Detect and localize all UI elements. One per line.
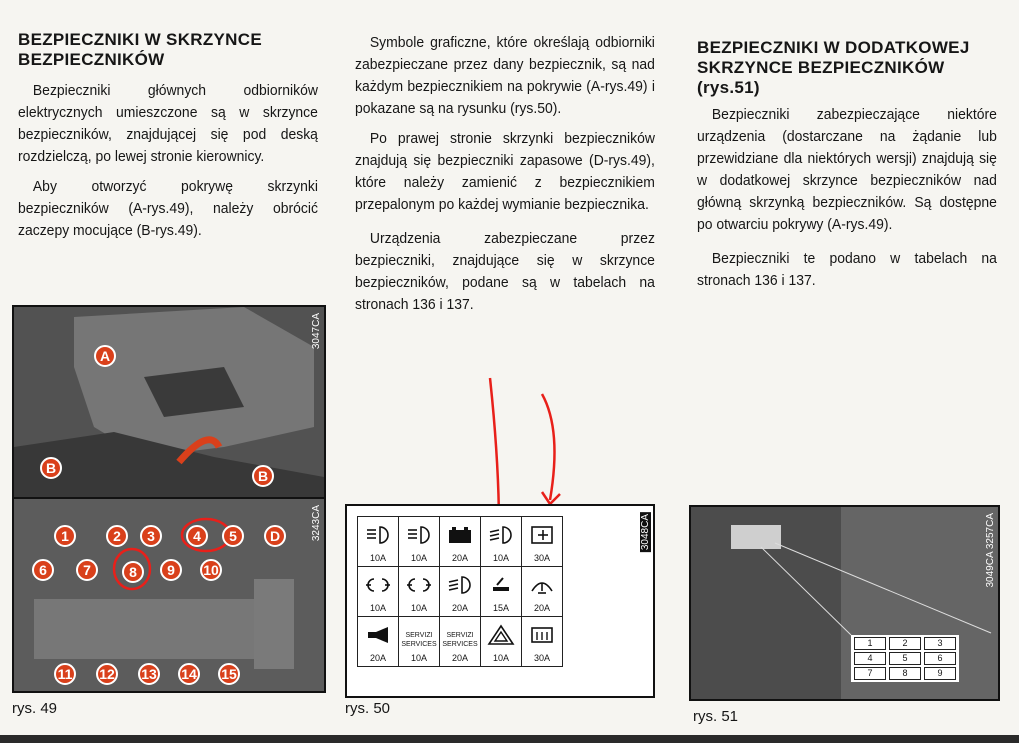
heading-main-fuse-box: BEZPIECZNIKI W SKRZYNCE BEZPIECZNIKÓW [18,30,262,69]
marker-1: 1 [54,525,76,547]
marker-14: 14 [178,663,200,685]
fuse-grid-row [854,652,956,665]
figure-rys-50 [345,504,655,698]
marker-2: 2 [106,525,128,547]
column-2 [355,0,655,316]
side-lights-icon [358,573,398,599]
fuse-grid-row [854,667,956,680]
fuse-cell [522,567,563,617]
paragraph-tables: Urządzenia zabezpieczane przez bezpieczniki, znajdujące się w skrzynce bezpieczników, podane są w tabelach na stronach 136 i 137. [355,230,655,313]
marker-d: D [264,525,286,547]
fuse-grid-cell: 3 [924,637,956,650]
rear-defrost-icon [522,623,562,649]
marker-b-right: B [252,465,274,487]
figure-rys-49-bottom [12,497,326,693]
caption-rys-51: rys. 51 [693,708,739,725]
fuse-grid-cell: 7 [854,667,886,680]
fuse-cell [399,567,440,617]
fuse-amperage: 30A [533,653,550,663]
car-battery-icon [440,523,480,549]
hazard-icon [481,623,521,649]
marker-15: 15 [218,663,240,685]
horn-icon [358,623,398,649]
paragraph-symbols: Symbole graficzne, które określają odbiorniki zabezpieczane przez dany bezpiecznik, są nad każdym bezpiecznikiem na pokrywie (A-rys.49) i pokazane są na rysunku (rys.50). [355,34,655,117]
caption-rys-49: rys. 49 [12,700,58,717]
fuse-amperage: 10A [492,653,509,663]
fuse-grid-cell: 8 [889,667,921,680]
fuse-amperage: 10A [410,603,427,613]
additional-fuse-grid [851,635,959,682]
figure-code: 3243CA [311,505,322,542]
side-lights-icon [399,573,439,599]
marker-11: 11 [54,663,76,685]
fuse-grid-cell: 4 [854,652,886,665]
fuse-amperage: 20A [533,603,550,613]
washer-icon [522,573,562,599]
column-1 [18,0,318,242]
fuse-cell [399,617,440,667]
low-beam-icon [440,573,480,599]
fuse-cell [522,617,563,667]
high-beam-icon [399,523,439,549]
figure-code: 3047CA [311,313,322,350]
fuse-amperage: 20A [451,603,468,613]
fuse-table-row [358,517,563,567]
caption-rys-50: rys. 50 [345,700,391,717]
fuse-table-row [358,617,563,667]
fuse-table-row [358,567,563,617]
fuse-cell [440,517,481,567]
fuse-cell [399,517,440,567]
paragraph-main-fuses: Bezpieczniki głównych odbiorników elektrycznych umieszczone są w skrzynce bezpieczników, znajdującej się pod deską rozdzielczą, po lewej stronie kierownicy. [18,82,318,165]
fuse-amperage: 10A [369,553,386,563]
fuse-amperage: 10A [369,603,386,613]
low-beam-icon [481,523,521,549]
fuse-amperage: 30A [533,553,550,563]
services-label: SERVIZI SERVICES [442,632,478,648]
lighter-icon [481,573,521,599]
figure-code: 3048CA [640,514,651,551]
fuse-cell [358,617,399,667]
fuse-grid-cell: 2 [889,637,921,650]
fuse-amperage: 10A [410,553,427,563]
paragraph-additional-tables: Bezpieczniki te podano w tabelach na stronach 136 i 137. [697,250,997,289]
fuse-cell [440,617,481,667]
paragraph-additional-fuses: Bezpieczniki zabezpieczające niektóre urządzenia (dostarczane na żądanie lub przewidziane dla niektórych wersji) znajdują się w dodatkowej skrzynce bezpieczników nad główną skrzynką bezpieczników. Są dostępne po otwarciu pokrywy (A-rys.49). [697,106,997,233]
marker-b-left: B [40,457,62,479]
fuse-amperage: 20A [451,553,468,563]
fuse-amperage: 10A [410,653,427,663]
figure-rys-51 [689,505,1000,701]
fuse-cell [481,517,522,567]
marker-13: 13 [138,663,160,685]
column-3 [697,0,997,292]
marker-4: 4 [186,525,208,547]
marker-10: 10 [200,559,222,581]
fuse-cell [358,517,399,567]
figure-code: 3049CA 3257CA [985,513,996,588]
fuse-cell [358,567,399,617]
fuel-pump-icon [522,523,562,549]
fuse-amperage: 15A [492,603,509,613]
marker-a: A [94,345,116,367]
marker-3: 3 [140,525,162,547]
fuse-grid-cell: 6 [924,652,956,665]
fuse-grid-cell: 5 [889,652,921,665]
fuse-cell [481,567,522,617]
heading-additional-fuse-box: BEZPIECZNIKI W DODATKOWEJ SKRZYNCE BEZPIECZNIKÓW (rys.51) [697,38,970,97]
fuse-grid-cell: 9 [924,667,956,680]
fuse-cell [440,567,481,617]
fuse-amperage: 20A [451,653,468,663]
fuse-amperage: 20A [369,653,386,663]
fuse-grid-row [854,637,956,650]
marker-8: 8 [122,561,144,583]
marker-9: 9 [160,559,182,581]
fuse-symbol-table [357,516,563,667]
fuse-cell [522,517,563,567]
paragraph-spare-fuses: Po prawej stronie skrzynki bezpieczników znajdują się bezpieczniki zapasowe (D-rys.49), które należy zamienić z bezpiecznikiem przepalonym po każdej wymianie bezpiecznika. [355,130,655,213]
marker-7: 7 [76,559,98,581]
high-beam-icon [358,523,398,549]
marker-12: 12 [96,663,118,685]
fuse-grid-cell: 1 [854,637,886,650]
page-bottom-bar [0,735,1019,743]
marker-5: 5 [222,525,244,547]
services-label: SERVIZI SERVICES [401,632,437,648]
fuse-amperage: 10A [492,553,509,563]
marker-6: 6 [32,559,54,581]
paragraph-open-cover: Aby otworzyć pokrywę skrzynki bezpieczników (A-rys.49), należy obrócić zaczepy mocujące (B-rys.49). [18,178,318,239]
figure-rys-49-top [12,305,326,501]
fuse-cell [481,617,522,667]
